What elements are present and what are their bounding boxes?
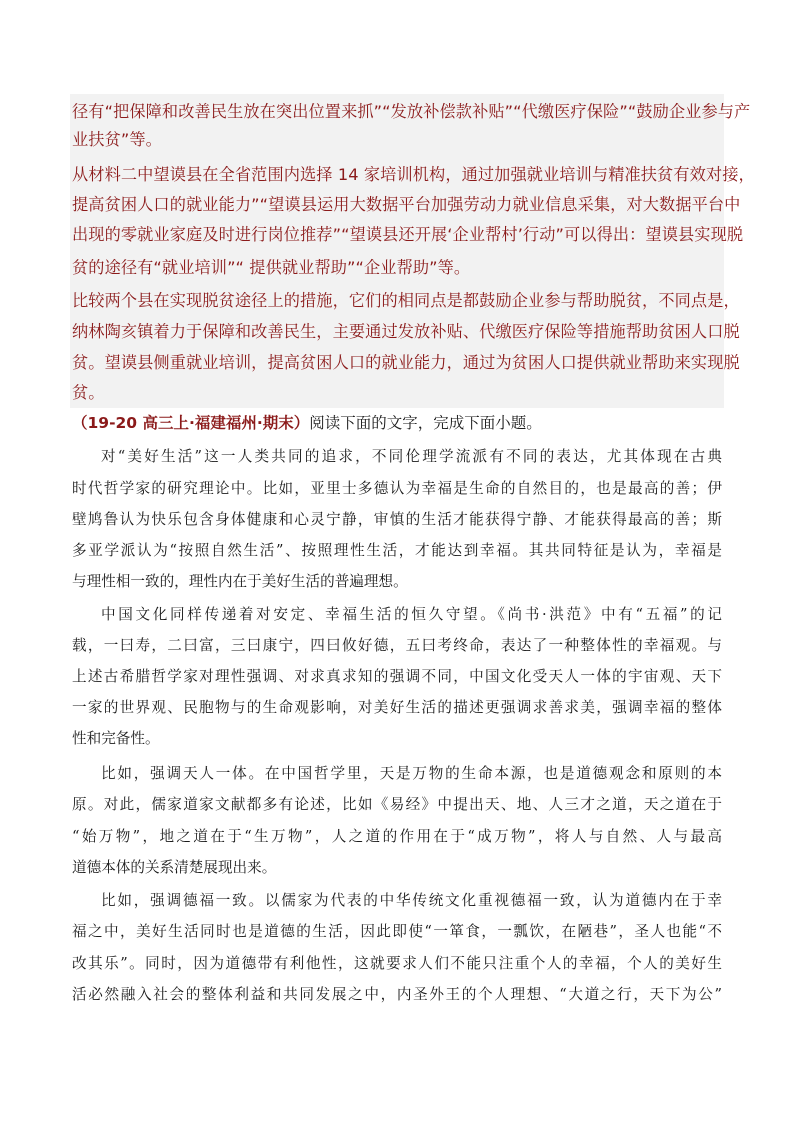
- question-prompt: 阅读下面的文字，完成下面小题。: [309, 414, 542, 432]
- passage-line: “始万物”，地之道在于“生万物”，人之道的作用在于“成万物”，将人与自然、人与最高: [72, 828, 722, 845]
- passage-line: 载，一曰寿，二曰富，三曰康宁，四曰攸好德，五曰考终命，表达了一种整体性的幸福观。与: [72, 637, 722, 654]
- answer-line: 贫的途径有“就业培训”“ 提供就业帮助”“企业帮助”等。: [72, 258, 471, 277]
- passage-line: 中国文化同样传递着对安定、幸福生活的恒久守望。《尚书·洪范》中有“五福”的记: [101, 606, 722, 623]
- answer-line: 从材料二中望谟县在全省范围内选择 14 家培训机构，通过加强就业培训与精准扶贫有效对接，: [72, 165, 755, 184]
- passage-line: 比如，强调德福一致。以儒家为代表的中华传统文化重视德福一致，认为道德内在于幸: [101, 892, 722, 909]
- answer-line: 贫。: [72, 383, 105, 402]
- source-tag: （19-20 高三上·福建福州·期末）: [72, 414, 310, 432]
- answer-line: 径有“把保障和改善民生放在突出位置来抓”“发放补偿款补贴”“代缴医疗保险”“鼓励企业参与产: [72, 102, 751, 121]
- answer-line: 贫。望谟县侧重就业培训，提高贫困人口的就业能力，通过为贫困人口提供就业帮助来实现脱: [72, 353, 740, 372]
- answer-line: 业扶贫”等。: [72, 130, 162, 149]
- passage-line: 活必然融入社会的整体利益和共同发展之中，内圣外王的个人理想、“大道之行，天下为公”: [72, 986, 722, 1003]
- passage-line: 改其乐”。同时，因为道德带有利他性，这就要求人们不能只注重个人的幸福，个人的美好生: [72, 955, 722, 972]
- passage-line: 性和完备性。: [72, 730, 160, 747]
- answer-line: 提高贫困人口的就业能力”“望谟县运用大数据平台加强劳动力就业信息采集，对大数据平台中: [72, 195, 741, 214]
- passage-line: 壁鸠鲁认为快乐包含身体健康和心灵宁静，审慎的生活才能获得宁静、才能获得最高的善；斯: [72, 511, 722, 528]
- question-header: [72, 412, 722, 434]
- answer-line: 纳林陶亥镇着力于保障和改善民生，主要通过发放补贴、代缴医疗保险等措施帮助贫困人口脱: [72, 322, 740, 341]
- passage-line: 道德本体的关系清楚展现出来。: [72, 859, 277, 876]
- passage-line: 原。对此，儒家道家文献都多有论述，比如《易经》中提出天、地、人三才之道，天之道在于: [72, 796, 722, 813]
- answer-line: 出现的零就业家庭及时进行岗位推荐”“望谟县还开展‘企业帮村’行动”可以得出：望谟县实现脱: [72, 225, 744, 244]
- answer-line: 比较两个县在实现脱贫途径上的措施，它们的相同点是都鼓励企业参与帮助脱贫，不同点是，: [72, 291, 740, 310]
- passage-line: 福之中，美好生活同时也是道德的生活，因此即使“一箪食，一瓢饮，在陋巷”，圣人也能“不: [72, 923, 722, 940]
- passage-line: 一家的世界观、民胞物与的生命观影响，对美好生活的描述更强调求善求美，强调幸福的整体: [72, 699, 722, 716]
- passage-line: 比如，强调天人一体。在中国哲学里，天是万物的生命本源，也是道德观念和原则的本: [101, 765, 722, 782]
- passage-line: 对“美好生活”这一人类共同的追求，不同伦理学流派有不同的表达，尤其体现在古典: [101, 448, 722, 465]
- passage-line: 时代哲学家的研究理论中。比如，亚里士多德认为幸福是生命的自然目的，也是最高的善；伊: [72, 480, 722, 497]
- passage-line: 上述古希腊哲学家对理性强调、对求真求知的强调不同，中国文化受天人一体的宇宙观、天下: [72, 668, 722, 685]
- passage-line: 多亚学派认为“按照自然生活”、按照理性生活，才能达到幸福。其共同特征是认为，幸福是: [72, 542, 722, 559]
- passage-line: 与理性相一致的，理性内在于美好生活的普遍理想。: [72, 573, 408, 590]
